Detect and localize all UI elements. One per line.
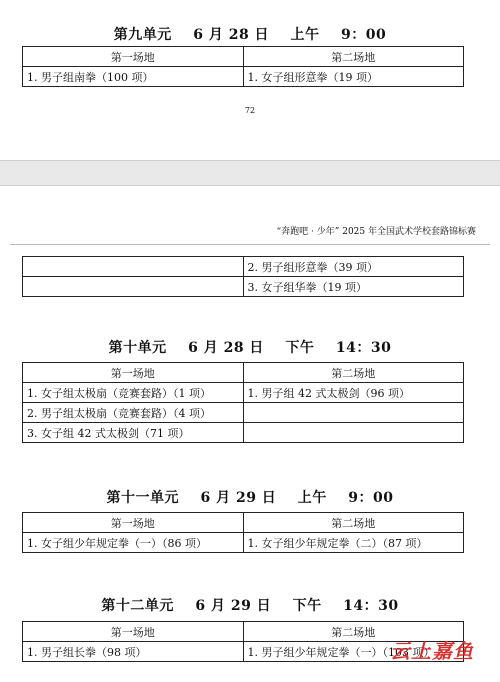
table-cell: [23, 277, 244, 297]
table-cell: 1. 女子组太极扇（竞赛套路）（1 项）: [23, 383, 244, 403]
table-row: [23, 423, 464, 443]
col-header-venue1: 第一场地: [23, 622, 244, 642]
table-cell: [243, 423, 464, 443]
table-cell: 2. 男子组形意拳（39 项）: [243, 257, 464, 277]
table-cell: 3. 女子组 42 式太极剑（71 项）: [23, 423, 244, 443]
table-cell: 1. 男子组 42 式太极剑（96 项）: [243, 383, 464, 403]
table-cell: 1. 男子组长拳（98 项）: [23, 642, 244, 662]
table-cell: [243, 403, 464, 423]
page-gap: [0, 160, 500, 186]
table-cell: 3. 女子组华拳（19 项）: [243, 277, 464, 297]
table-row: [23, 257, 464, 277]
table-cell: [23, 257, 244, 277]
table-cell: 1. 男子组少年规定拳（一）（103 项）: [243, 642, 464, 662]
table-cell: 1. 男子组南拳（100 项）: [23, 67, 244, 87]
unit9-table: [22, 46, 464, 87]
table-header-row: [23, 513, 464, 533]
table-cell: 1. 女子组少年规定拳（二）（87 项）: [243, 533, 464, 553]
table-row: [23, 403, 464, 423]
col-header-venue2: 第二场地: [243, 47, 464, 67]
col-header-venue1: 第一场地: [23, 47, 244, 67]
table-row: [23, 67, 464, 87]
table-cell: 1. 女子组形意拳（19 项）: [243, 67, 464, 87]
running-header: “奔跑吧 · 少年” 2025 年全国武术学校套路锦标赛: [276, 227, 476, 237]
header-rule: [10, 244, 490, 245]
col-header-venue2: 第二场地: [243, 622, 464, 642]
table-header-row: [23, 363, 464, 383]
page-number: 72: [244, 106, 256, 115]
col-header-venue1: 第一场地: [23, 513, 244, 533]
unit9-heading: 第九单元 6 月 28 日 上午 9：00: [113, 27, 387, 43]
unit12-heading: 第十二单元 6 月 29 日 下午 14：30: [101, 598, 399, 614]
col-header-venue1: 第一场地: [23, 363, 244, 383]
unit11-heading: 第十一单元 6 月 29 日 上午 9：00: [106, 490, 394, 506]
watermark-logo: 云上嘉鱼: [390, 639, 474, 663]
table-header-row: [23, 47, 464, 67]
unit11-table: [22, 512, 464, 553]
col-header-venue2: 第二场地: [243, 363, 464, 383]
unit10-heading: 第十单元 6 月 28 日 下午 14：30: [108, 340, 392, 356]
table-cell: 2. 男子组太极扇（竞赛套路）（4 项）: [23, 403, 244, 423]
table-row: [23, 533, 464, 553]
table-cell: 1. 女子组少年规定拳（一）（86 项）: [23, 533, 244, 553]
table-row: [23, 383, 464, 403]
col-header-venue2: 第二场地: [243, 513, 464, 533]
continued-table: [22, 256, 464, 297]
unit10-table: [22, 362, 464, 443]
table-row: [23, 277, 464, 297]
